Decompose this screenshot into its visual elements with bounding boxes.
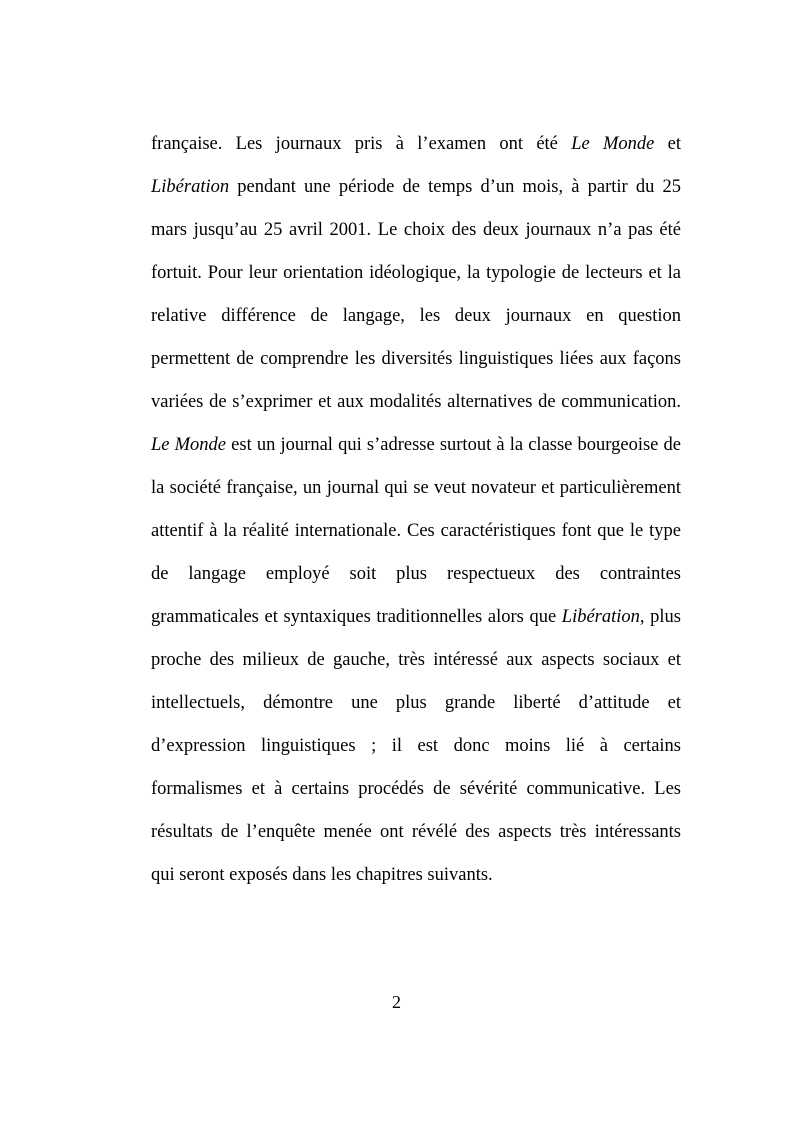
text-segment: résultats de l’enquête menée ont révélé des aspects très intéressants xyxy=(151,822,681,842)
italic-newspaper-title: Le Monde xyxy=(151,435,227,455)
paragraph-line xyxy=(151,341,681,384)
italic-newspaper-title: Libération xyxy=(151,177,230,197)
italic-newspaper-title: Libération xyxy=(561,607,640,627)
text-segment: , plus xyxy=(639,607,682,627)
paragraph-line xyxy=(151,384,681,427)
page-number: 2 xyxy=(392,992,401,1012)
text-segment: est un journal qui s’adresse surtout à la classe bourgeoise de xyxy=(226,435,681,455)
text-segment: de langage employé soit plus respectueux des contraintes xyxy=(151,564,681,584)
paragraph-line xyxy=(151,212,681,255)
paragraph-line xyxy=(151,771,681,814)
text-segment: intellectuels, démontre une plus grande liberté d’attitude et xyxy=(151,693,681,713)
text-segment: française. Les journaux pris à l’examen ont été xyxy=(151,134,572,154)
paragraph-line xyxy=(151,126,681,169)
paragraph-line xyxy=(151,255,681,298)
text-segment: fortuit. Pour leur orientation idéologique, la typologie de lecteurs et la xyxy=(151,263,681,283)
text-segment: grammaticales et syntaxiques traditionnelles alors que xyxy=(151,607,562,627)
paragraph-line xyxy=(151,169,681,212)
body-paragraph xyxy=(151,126,681,900)
text-segment: attentif à la réalité internationale. Ces caractéristiques font que le type xyxy=(151,521,681,541)
italic-newspaper-title: Le Monde xyxy=(571,134,655,154)
paragraph-line xyxy=(151,814,681,857)
paragraph-line xyxy=(151,556,681,599)
text-segment: d’expression linguistiques ; il est donc moins lié à certains xyxy=(151,736,681,756)
paragraph-line xyxy=(151,513,681,556)
paragraph-line xyxy=(151,470,681,513)
paragraph-line xyxy=(151,728,681,771)
paragraph-line xyxy=(151,599,681,642)
text-segment: qui seront exposés dans les chapitres suivants. xyxy=(151,865,493,885)
paragraph-line xyxy=(151,642,681,685)
text-segment: la société française, un journal qui se veut novateur et particulièrement xyxy=(151,478,681,498)
text-segment: formalismes et à certains procédés de sévérité communicative. Les xyxy=(151,779,681,799)
text-segment: relative différence de langage, les deux journaux en question xyxy=(151,306,681,326)
text-segment: variées de s’exprimer et aux modalités alternatives de communication. xyxy=(151,392,681,412)
text-segment: et xyxy=(654,134,682,154)
paragraph-line xyxy=(151,427,681,470)
paragraph-line xyxy=(151,685,681,728)
text-segment: proche des milieux de gauche, très intéressé aux aspects sociaux et xyxy=(151,650,681,670)
text-segment: pendant une période de temps d’un mois, à partir du 25 xyxy=(229,177,681,197)
paragraph-line xyxy=(151,857,681,900)
text-segment: permettent de comprendre les diversités linguistiques liées aux façons xyxy=(151,349,681,369)
paragraph-line xyxy=(151,298,681,341)
text-segment: mars jusqu’au 25 avril 2001. Le choix des deux journaux n’a pas été xyxy=(151,220,681,240)
